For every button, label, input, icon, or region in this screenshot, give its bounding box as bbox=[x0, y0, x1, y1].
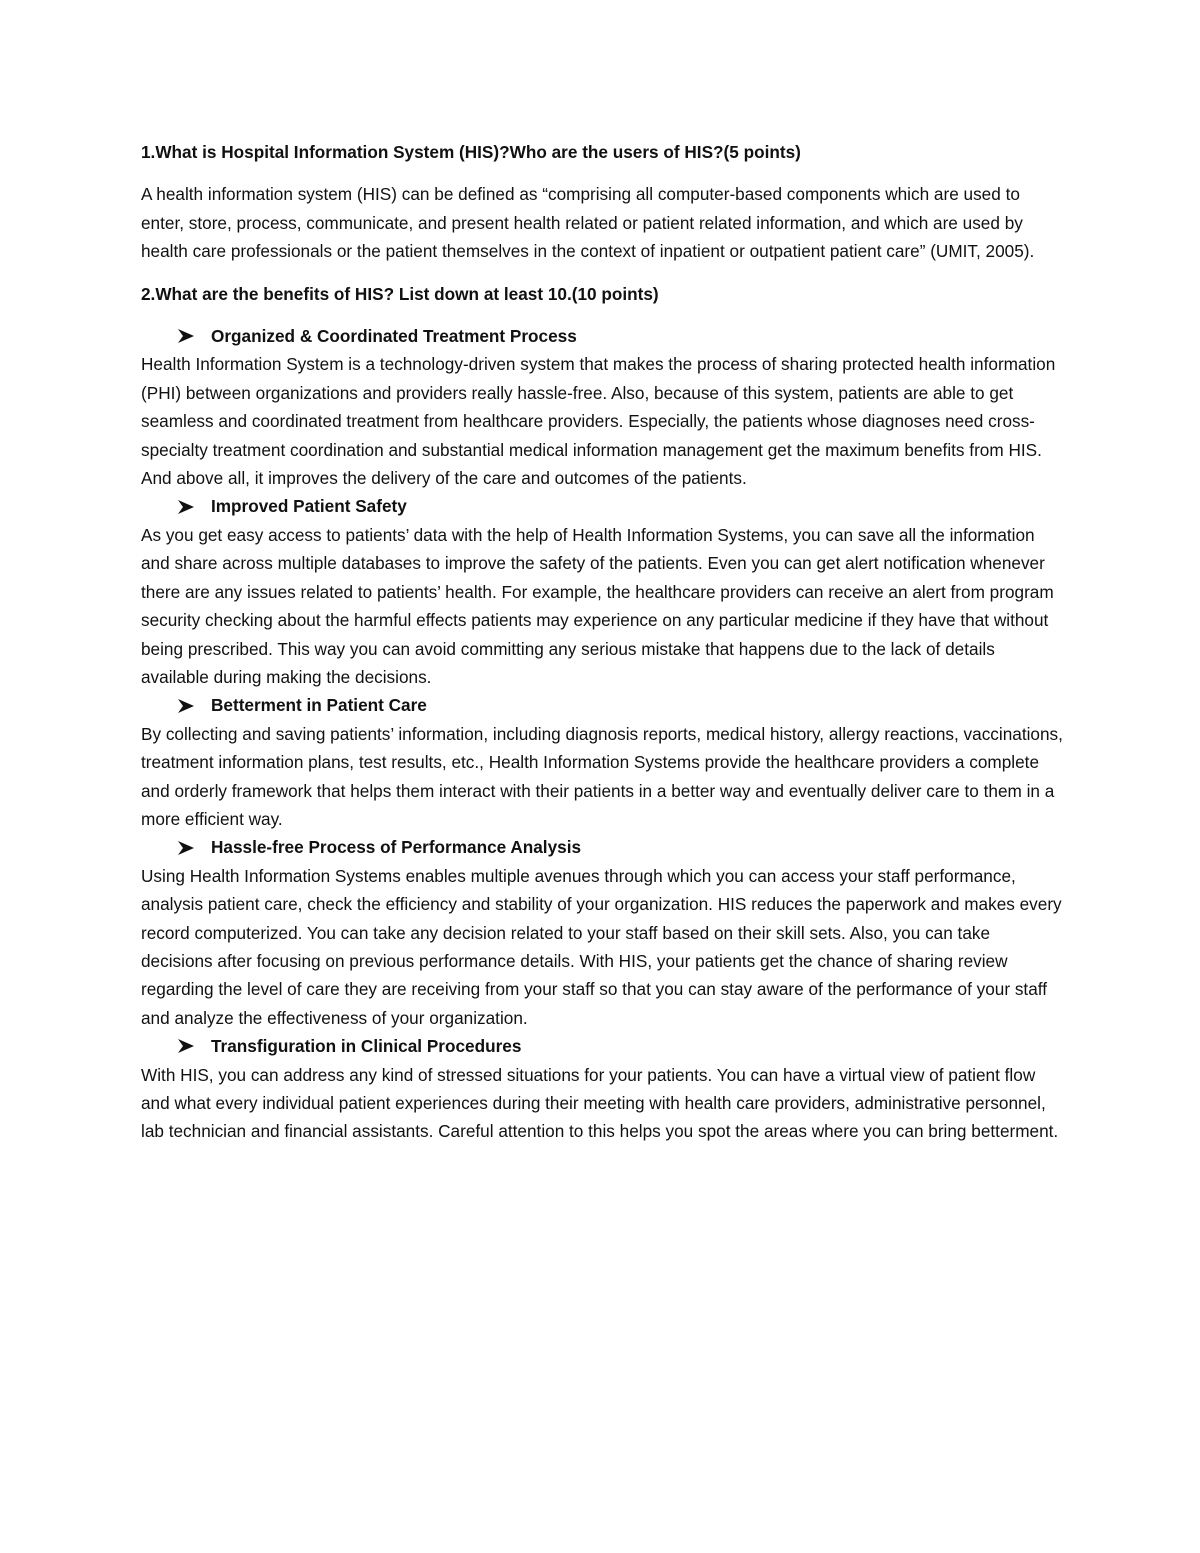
question-1-answer: A health information system (HIS) can be defined as “comprising all computer-based components which are used to enter, store, process, communicate, and present health related or patient related information, and which are used by health care professionals or the patient themselves in the context of inpatient or outpatient patient care” (UMIT, 2005). bbox=[141, 184, 1035, 262]
question-1-heading: 1.What is Hospital Information System (HIS)?Who are the users of HIS?(5 points) bbox=[141, 142, 801, 162]
benefit-text: Using Health Information Systems enables multiple avenues through which you can access your staff performance, analysis patient care, check the efficiency and stability of your organization. HIS reduces the paperwork and makes every record computerized. You can take any decision related to your staff based on their skill sets. Also, you can take decisions after focusing on previous performance details. With HIS, your patients get the chance of sharing review regarding the level of care they are receiving from your staff so that you can stay aware of the performance of your staff and analyze the effectiveness of your organization. bbox=[141, 865, 1062, 1028]
arrowhead-bullet-icon bbox=[177, 691, 197, 719]
benefit-text: Health Information System is a technology-driven system that makes the process of sharing protected health information (PHI) between organizations and providers really hassle-free. Also, because of this system, patients are able to get seamless and coordinated treatment from healthcare providers. Especially, the patients whose diagnoses need cross-specialty treatment coordination and substantial medical information management get the maximum benefits from HIS. And above all, it improves the delivery of the care and outcomes of the patients. bbox=[141, 354, 1056, 489]
document-page bbox=[141, 138, 1066, 1146]
benefit-title: Improved Patient Safety bbox=[141, 492, 1066, 520]
benefit-title: Hassle-free Process of Performance Analysis bbox=[141, 833, 1066, 861]
benefit-text: As you get easy access to patients’ data with the help of Health Information Systems, you can save all the information and share across multiple databases to improve the safety of the patients. Even you can get alert notification whenever there are any issues related to patients’ health. For example, the healthcare providers can receive an alert from program security checking about the harmful effects patients may experience on any particular medicine if they have that without being prescribed. This way you can avoid committing any serious mistake that happens due to the lack of details available during making the decisions. bbox=[141, 524, 1054, 687]
benefit-item bbox=[141, 322, 1066, 492]
benefit-title: Organized & Coordinated Treatment Process bbox=[141, 322, 1066, 350]
benefit-item bbox=[141, 833, 1066, 1032]
benefit-item bbox=[141, 691, 1066, 833]
arrowhead-bullet-icon bbox=[177, 833, 197, 861]
benefit-item bbox=[141, 1032, 1066, 1146]
arrowhead-bullet-icon bbox=[177, 322, 197, 350]
question-2-heading: 2.What are the benefits of HIS? List down at least 10.(10 points) bbox=[141, 283, 659, 304]
benefit-title: Transfiguration in Clinical Procedures bbox=[141, 1032, 1066, 1060]
benefit-text: By collecting and saving patients’ information, including diagnosis reports, medical history, allergy reactions, vaccinations, treatment information plans, test results, etc., Health Information Systems provide the healthcare providers a complete and orderly framework that helps them interact with their patients in a better way and eventually deliver care to them in a more efficient way. bbox=[141, 723, 1063, 829]
benefits-list bbox=[141, 322, 1066, 1146]
arrowhead-bullet-icon bbox=[177, 492, 197, 520]
benefit-title: Betterment in Patient Care bbox=[141, 691, 1066, 719]
benefit-item bbox=[141, 492, 1066, 691]
arrowhead-bullet-icon bbox=[177, 1032, 197, 1060]
benefit-text: With HIS, you can address any kind of stressed situations for your patients. You can have a virtual view of patient flow and what every individual patient experiences during their meeting with health care providers, administrative personnel, lab technician and financial assistants. Careful attention to this helps you spot the areas where you can bring betterment. bbox=[141, 1064, 1059, 1142]
